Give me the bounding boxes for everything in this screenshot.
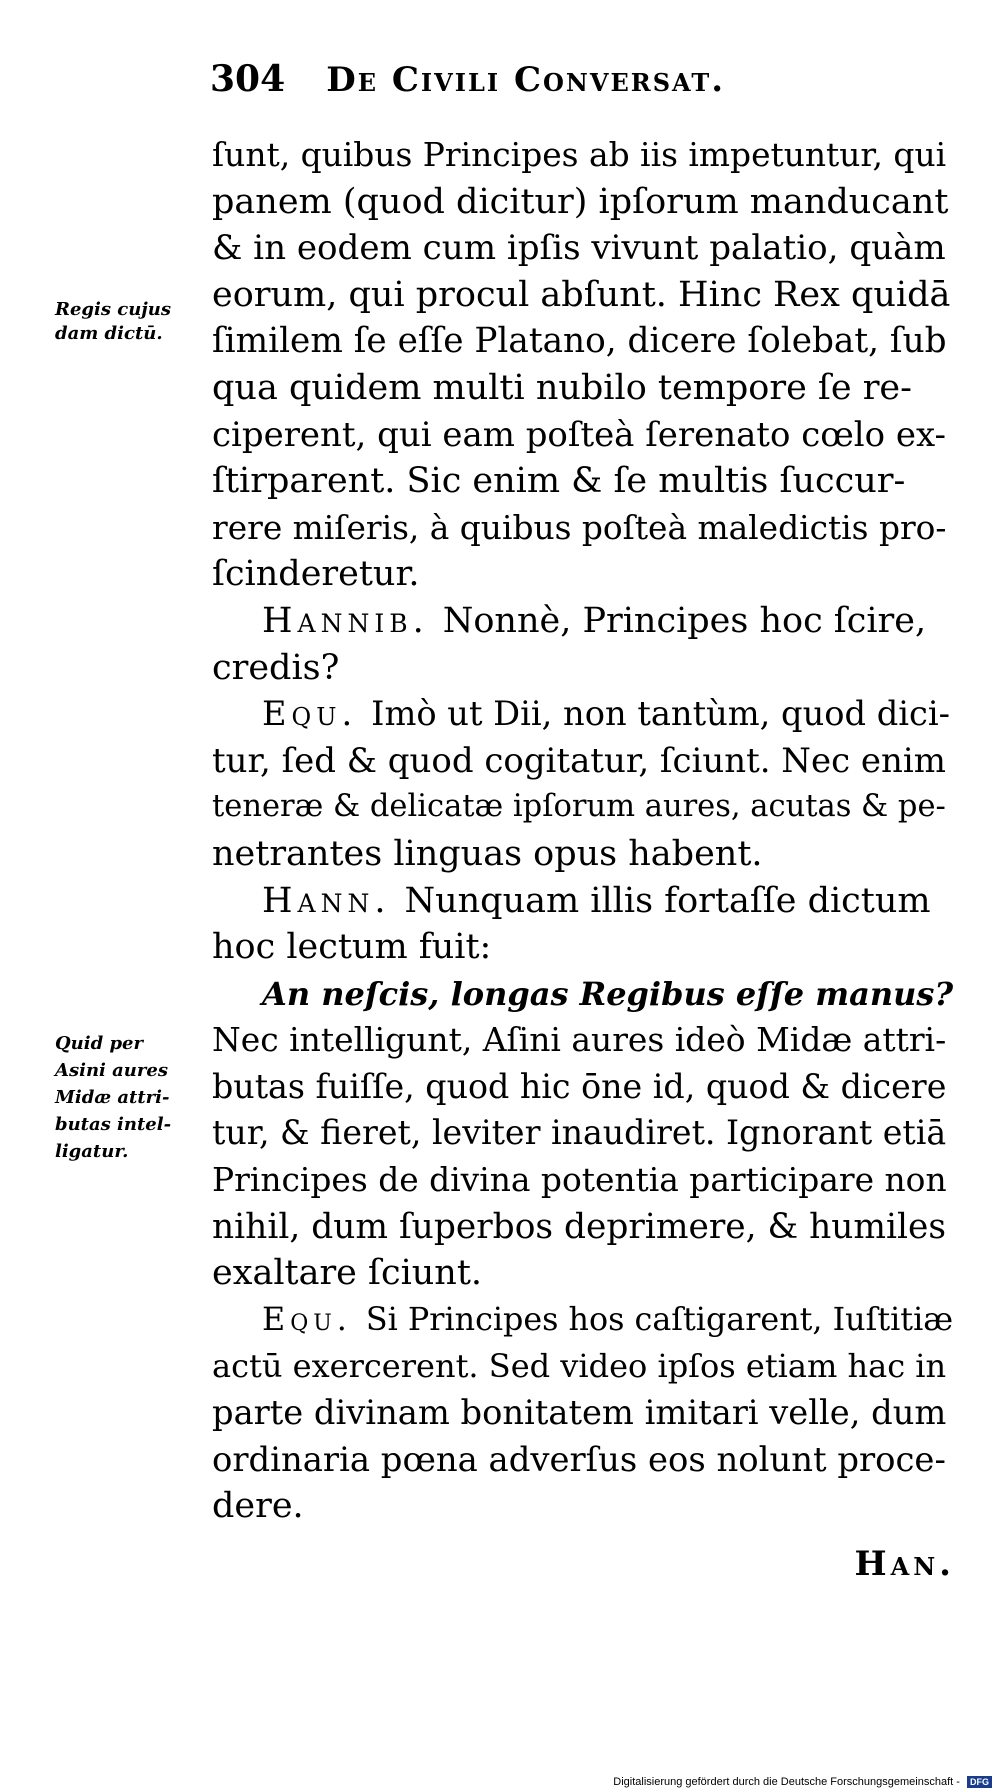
line-text: panem (quod dicitur) ipſorum manducant [212,181,949,222]
text-line [212,924,954,971]
line-text: parte divinam bonitatem imitari velle, dum [212,1393,947,1433]
text-line [212,1204,954,1251]
text-line [212,1157,954,1204]
margin-note-regis [55,298,171,346]
speaker-name: Equ. [262,694,358,734]
text-line [212,784,954,831]
text-line [212,505,954,552]
text-line [212,1250,954,1297]
text-line [212,132,954,179]
text-line [212,412,954,459]
line-text: qua quidem multi nubilo tempore ſe re- [212,367,912,408]
line-text: ciperent, qui eam poſteà ſerenato cœlo ex- [212,414,946,455]
margin-note-line: Regis cujus [55,299,172,320]
text-line [212,1017,954,1064]
credit-text: Digitalisierung gefördert durch die Deutsche Forschungsgemeinschaft - [613,1775,960,1788]
line-text: ſunt, quibus Principes ab iis impetuntur, qui [212,135,947,174]
line-text: netrantes linguas opus habent. [212,833,763,874]
line-text: Si Principes hos caſtigarent, Iuſtitiæ [365,1301,954,1338]
line-text: dere. [212,1486,304,1527]
text-line [212,179,954,226]
text-line [212,1110,954,1157]
line-text: butas fuiſſe, quod hic ōne id, quod & dicere [212,1066,947,1106]
margin-note-line: Midæ attri- [55,1087,170,1108]
line-text: Nunquam illis fortaſſe dictum [404,880,931,921]
text-line [212,318,954,365]
text-line [212,645,954,692]
margin-note-line: dam dictū. [55,323,163,344]
speaker-name: Hann. [262,880,391,921]
line-text: credis? [212,647,340,688]
line-text: Principes de divina potentia participare non [212,1160,947,1200]
text-line [212,1297,954,1344]
text-line [212,1343,954,1390]
text-line [212,458,954,505]
margin-note-asini [55,1030,171,1165]
main-text-block [212,132,954,1530]
text-line [212,738,954,785]
text-line [212,225,954,272]
text-line [212,1483,954,1530]
line-text: hoc lectum fuit: [212,927,492,968]
running-title: De Civili Conversat. [326,60,726,100]
dfg-logo: DFG [967,1776,992,1788]
line-text: ordinaria pœna adverſus eos nolunt proce- [212,1439,946,1479]
line-text: An neſcis, longas Regibus eſſe manus? [262,974,954,1013]
text-line [212,598,954,645]
margin-note-line: Asini aures [55,1060,168,1081]
text-line [212,365,954,412]
line-text: ſcinderetur. [212,554,420,595]
line-text: nihil, dum ſuperbos deprimere, & humiles [212,1206,947,1247]
line-text: rere miſeris, à quibus poſteà maledictis pro- [212,508,947,547]
line-text: actū exercerent. Sed video ipſos etiam hac in [212,1347,947,1386]
line-text: ſimilem ſe eſſe Platano, dicere ſolebat, ſub [212,321,947,362]
line-text: teneræ & delicatæ ipſorum aures, acutas & pe- [212,789,946,825]
page-header [210,58,870,110]
line-text: & in eodem cum ipſis vivunt palatio, quàm [212,228,946,269]
text-line [212,272,954,319]
line-text: eorum, qui procul abſunt. Hinc Rex quidā [212,274,951,315]
speaker-name: Hannib. [262,600,429,641]
margin-note-line: butas intel- [55,1114,172,1135]
line-text: Nonnè, Principes hoc ſcire, [442,600,927,641]
text-line [212,1390,954,1437]
line-text: ſtirparent. Sic enim & ſe multis ſuccur- [212,461,906,502]
speaker-name: Equ. [262,1301,352,1338]
line-text: exaltare ſciunt. [212,1253,483,1294]
page-number: 304 [210,58,286,100]
text-line [212,971,954,1018]
text-line [212,551,954,598]
text-line [212,878,954,925]
line-text: Nec intelligunt, Aſini aures ideò Midæ attri- [212,1020,947,1060]
line-text: tur, ſed & quod cogitatur, ſciunt. Nec enim [212,740,946,781]
margin-note-line: Quid per [55,1033,143,1054]
digitization-credit [613,1776,992,1788]
text-line [212,691,954,738]
line-text: Imò ut Dii, non tantùm, quod dici- [371,694,950,734]
catchword: Han. [854,1544,955,1584]
text-line [212,1064,954,1111]
text-line [212,831,954,878]
line-text: tur, & fieret, leviter inaudiret. Ignorant etiā [212,1113,947,1153]
margin-note-line: ligatur. [55,1141,129,1162]
text-line [212,1437,954,1484]
